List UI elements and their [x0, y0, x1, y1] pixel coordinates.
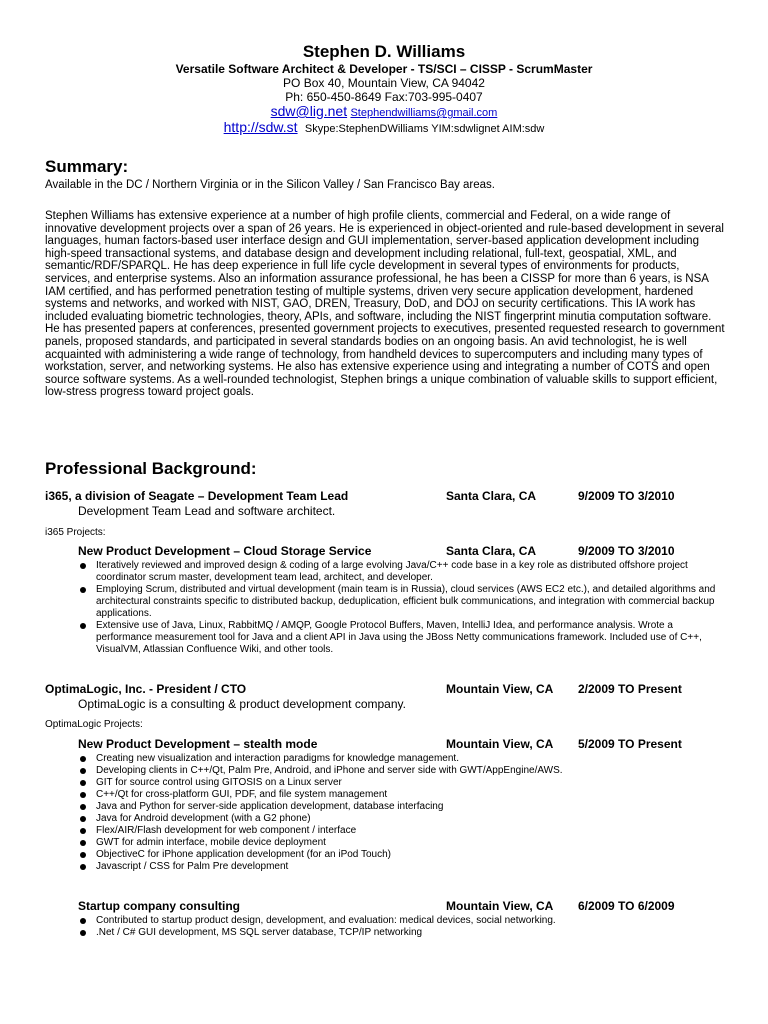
projects-label: OptimaLogic Projects:: [45, 719, 143, 730]
im-handles: Skype:StephenDWilliams YIM:sdwlignet AIM:sdw: [304, 123, 545, 135]
web-im-line: [0, 120, 768, 136]
project-location: Mountain View, CA: [446, 737, 554, 751]
bullet-item: [78, 825, 728, 837]
projects-label: i365 Projects:: [45, 527, 106, 538]
project-dates: 9/2009 TO 3/2010: [578, 544, 675, 558]
bullet-text: Flex/AIR/Flash development for web component / interface: [96, 825, 357, 836]
job-description: Development Team Lead and software architect.: [78, 504, 336, 518]
project-location: Mountain View, CA: [446, 899, 554, 913]
bullet-text: GWT for admin interface, mobile device deployment: [96, 837, 326, 848]
bullet-text: Employing Scrum, distributed and virtual development (main team is in Russia), cloud services (AWS EC2 etc.), and detailed algorithms and architectural constraints specific to distributed backup, deduplication, efficient bulk communications, and integration with commercial backup applications.: [96, 584, 716, 619]
bullet-item: [78, 915, 728, 927]
background-heading: Professional Background:: [45, 459, 257, 478]
email-link-primary[interactable]: sdw@lig.net: [270, 103, 348, 119]
job-description: OptimaLogic is a consulting & product development company.: [78, 697, 406, 711]
bullet-dot-icon: [80, 756, 86, 762]
bullet-dot-icon: [80, 563, 86, 569]
bullet-item: [78, 813, 728, 825]
email-line: [0, 104, 768, 120]
bullet-item: [78, 765, 728, 777]
bullet-text: ObjectiveC for iPhone application development (for an iPod Touch): [96, 849, 391, 860]
postal-address: PO Box 40, Mountain View, CA 94042: [283, 76, 485, 90]
job-title: OptimaLogic, Inc. - President / CTO: [45, 682, 247, 696]
summary-heading: Summary:: [45, 157, 129, 176]
bullet-text: GIT for source control using GITOSIS on a Linux server: [96, 777, 342, 788]
bullet-text: C++/Qt for cross-platform GUI, PDF, and file system management: [96, 789, 388, 800]
project-row: [78, 899, 735, 914]
bullet-dot-icon: [80, 918, 86, 924]
job-dates: 9/2009 TO 3/2010: [578, 489, 675, 503]
project-row: [78, 737, 735, 752]
bullet-dot-icon: [80, 623, 86, 629]
job-dates: 2/2009 TO Present: [578, 682, 682, 696]
bullet-text: Creating new visualization and interaction paradigms for knowledge management.: [96, 753, 459, 764]
job-location: Mountain View, CA: [446, 682, 554, 696]
bullet-dot-icon: [80, 840, 86, 846]
summary-body: Stephen Williams has extensive experience at a number of high profile clients, commercial and Federal, on a wide range of innovative development projects over a span of 26 years. He is experienced in object-oriented and rule-based development in several languages, human factors-based user interface design and GUI implementation, server-based application development including high-speed transactional systems, and database design and development including relational, full-text, geospatial, XML, and semantic/RDF/SPARQL. He has deep experience in full life cycle development in several types of environments for products, services, and enterprise systems. Also an information assurance professional, he has been a CISSP for more than 6 years, is NSA IAM certified, and has performed penetration testing of multiple systems, driven very secure application development, hardened systems and networks, and worked with NIST, GAO, DREN, Treasury, DoD, and DOJ on security certifications. This IA work has included evaluating biometric technologies, theory, APIs, and software, including the NIST fingerprint minutia computation software. He has presented papers at conferences, presented government projects to executives, presented requested research to government panels, proposed standards, and participated in several standards bodies on an ongoing basis. An avid technologist, he is well acquainted with administering a wide range of technology, from handheld devices to supercomputers and including many types of workstation, server, and networking systems. He also has extensive experience using and integrating a number of COTS and open source software systems. As a well-rounded technologist, Stephen brings a unique combination of valuable skills to support efficient, low-stress progress toward project goals.: [45, 210, 725, 399]
bullet-text: Java for Android development (with a G2 phone): [96, 813, 311, 824]
bullet-text: Developing clients in C++/Qt, Palm Pre, Android, and iPhone and server side with GWT/AppEngine/AWS.: [96, 765, 563, 776]
bullet-dot-icon: [80, 816, 86, 822]
bullet-item: [78, 584, 728, 620]
project-dates: 5/2009 TO Present: [578, 737, 682, 751]
job-row-optimalogic: [45, 682, 735, 697]
bullet-dot-icon: [80, 768, 86, 774]
bullet-text: Iteratively reviewed and improved design & coding of a large evolving Java/C++ code base in a key role as distributed offshore project coordinator scrum master, development team lead, architect, and developer.: [96, 560, 688, 583]
project-title: New Product Development – stealth mode: [78, 737, 318, 751]
bullet-item: [78, 849, 728, 861]
resume-header: [0, 42, 768, 136]
bullet-list: [78, 753, 728, 873]
website-link[interactable]: http://sdw.st: [223, 119, 298, 135]
bullet-dot-icon: [80, 780, 86, 786]
bullet-item: [78, 777, 728, 789]
bullet-item: [78, 801, 728, 813]
availability-text: Available in the DC / Northern Virginia or in the Silicon Valley / San Francisco Bay areas.: [45, 179, 495, 191]
bullet-item: [78, 753, 728, 765]
bullet-item: [78, 861, 728, 873]
bullet-list: [78, 915, 728, 939]
project-dates: 6/2009 TO 6/2009: [578, 899, 675, 913]
bullet-dot-icon: [80, 828, 86, 834]
bullet-text: Java and Python for server-side application development, database interfacing: [96, 801, 444, 812]
bullet-list: [78, 560, 728, 656]
bullet-item: [78, 789, 728, 801]
bullet-dot-icon: [80, 930, 86, 936]
bullet-dot-icon: [80, 864, 86, 870]
bullet-dot-icon: [80, 804, 86, 810]
job-title: i365, a division of Seagate – Development Team Lead: [45, 489, 349, 503]
bullet-text: Extensive use of Java, Linux, RabbitMQ / AMQP, Google Protocol Buffers, Maven, IntelliJ Idea, and performance analysis. Wrote a performance measurement tool for Java and a client API in Java using the JBoss Netty communications framework. Included use of C++, VisualVM, Atlassian Confluence Wiki, and other tools.: [96, 620, 702, 655]
bullet-dot-icon: [80, 587, 86, 593]
bullet-text: Javascript / CSS for Palm Pre development: [96, 861, 289, 872]
bullet-dot-icon: [80, 852, 86, 858]
bullet-item: [78, 620, 728, 656]
bullet-item: [78, 560, 728, 584]
job-row-i365: [45, 489, 735, 504]
candidate-tagline: Versatile Software Architect & Developer - TS/SCI – CISSP - ScrumMaster: [175, 62, 593, 76]
project-title: Startup company consulting: [78, 899, 241, 913]
bullet-item: [78, 837, 728, 849]
bullet-text: .Net / C# GUI development, MS SQL server database, TCP/IP networking: [96, 927, 423, 938]
bullet-item: [78, 927, 728, 939]
candidate-name: Stephen D. Williams: [302, 42, 466, 61]
project-location: Santa Clara, CA: [446, 544, 537, 558]
phone-fax: Ph: 650-450-8649 Fax:703-995-0407: [285, 90, 483, 104]
project-row: [78, 544, 735, 559]
job-location: Santa Clara, CA: [446, 489, 537, 503]
bullet-dot-icon: [80, 792, 86, 798]
email-link-gmail[interactable]: Stephendwilliams@gmail.com: [350, 107, 498, 119]
project-title: New Product Development – Cloud Storage Service: [78, 544, 372, 558]
bullet-text: Contributed to startup product design, development, and evaluation: medical devices, social networking.: [96, 915, 556, 926]
